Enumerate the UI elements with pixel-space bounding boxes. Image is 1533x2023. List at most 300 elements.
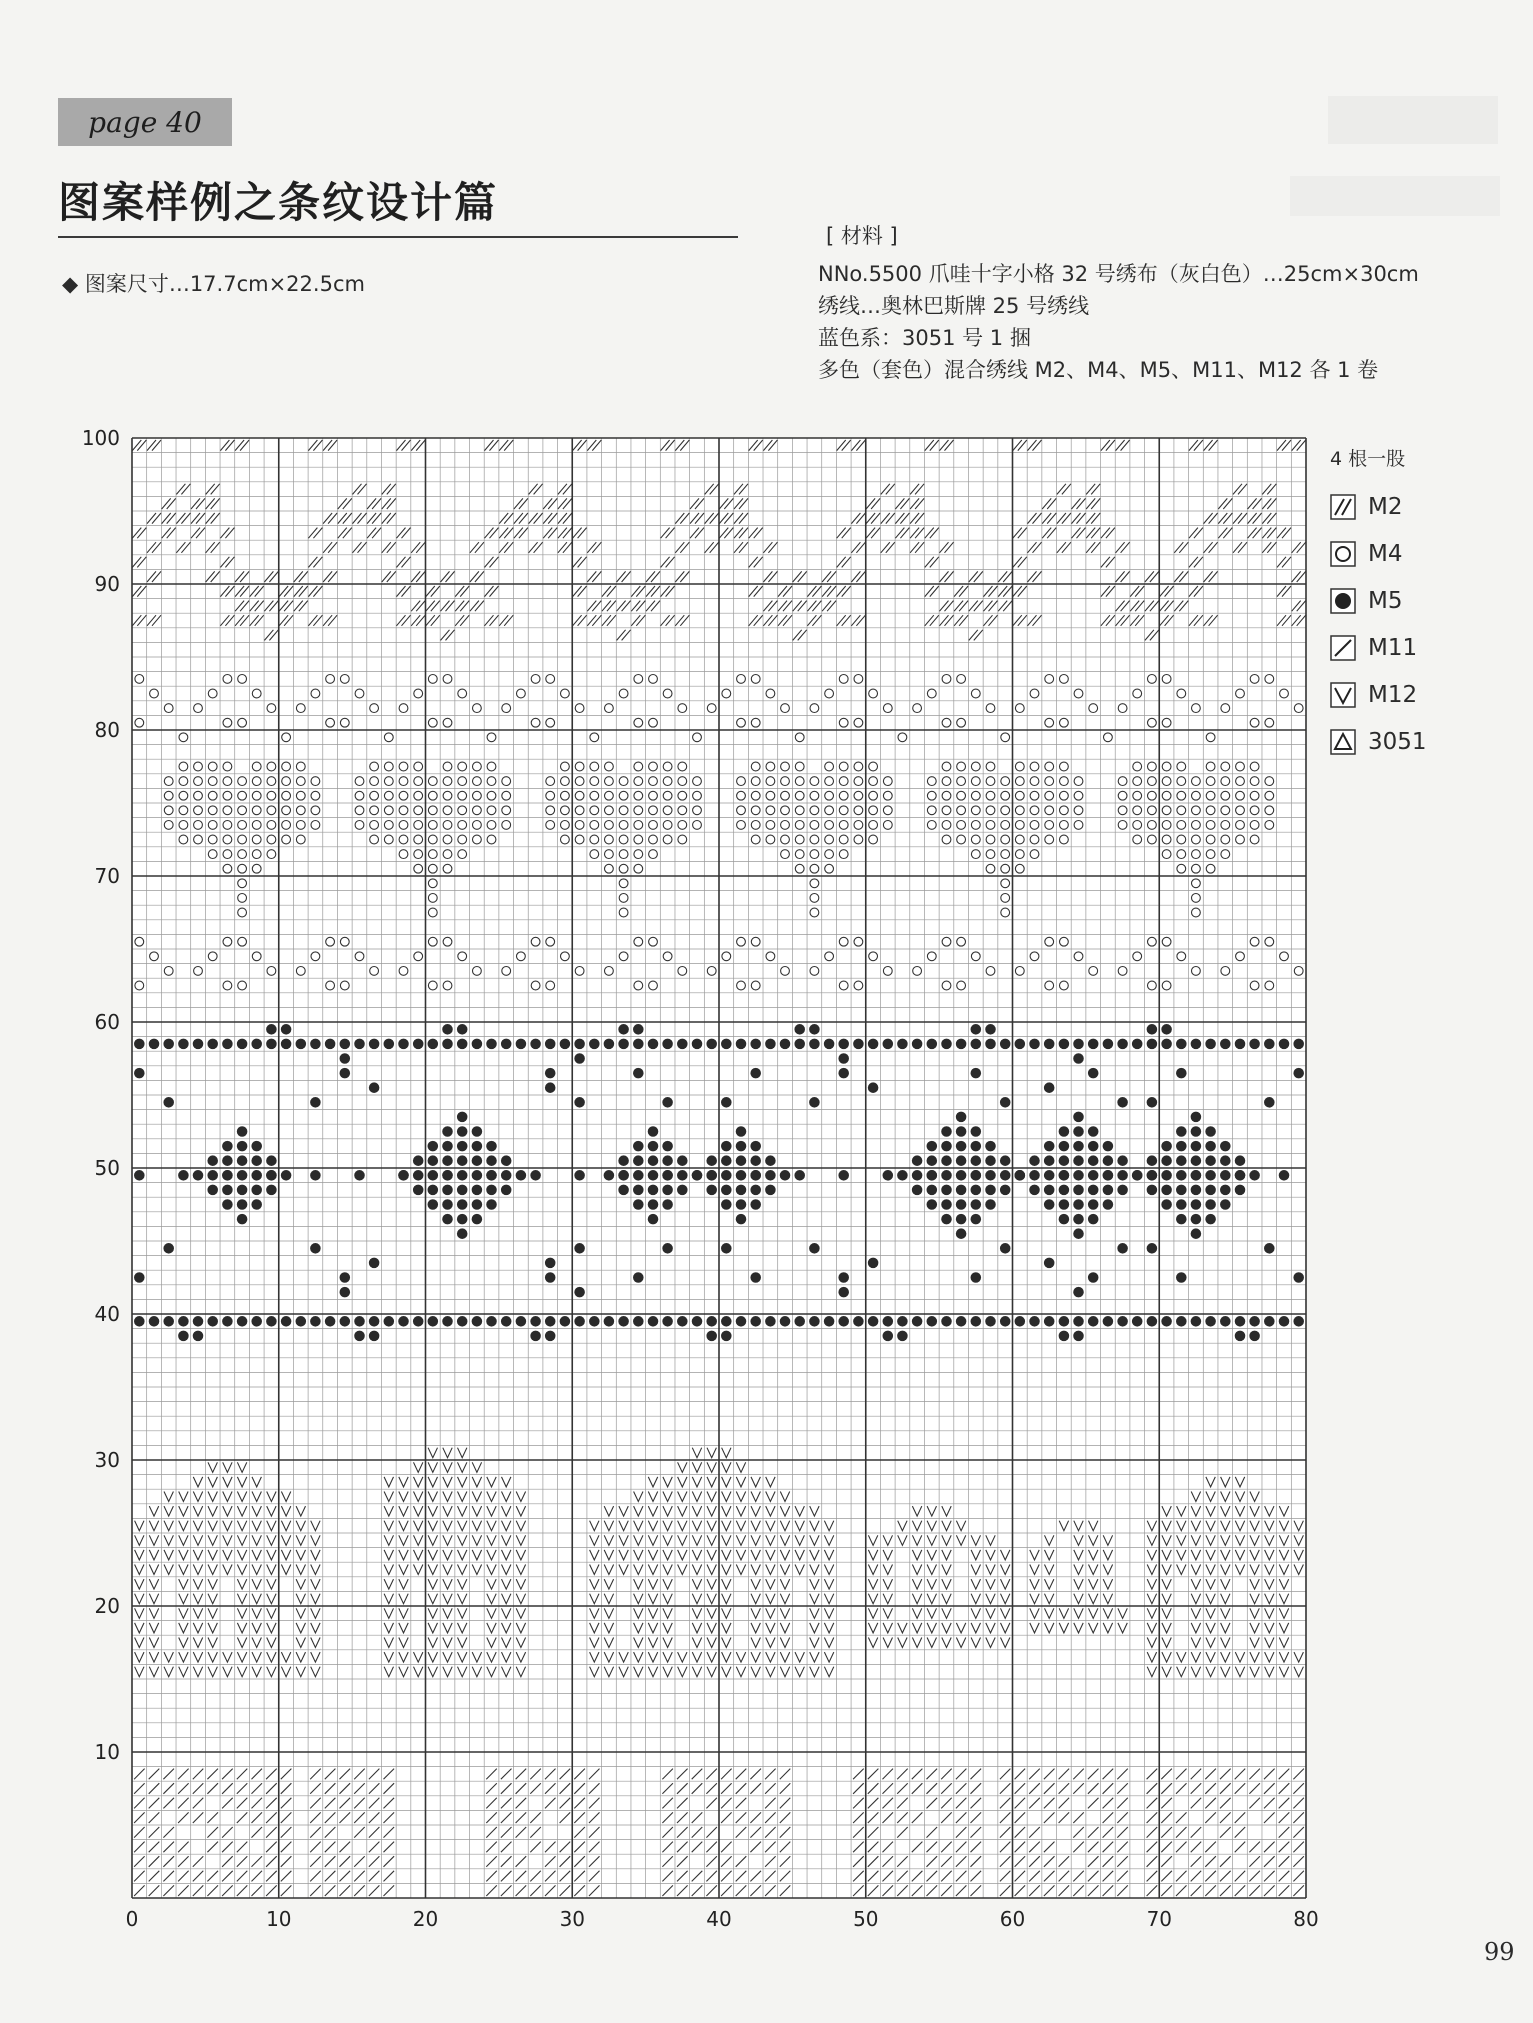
stitch-m5 <box>883 1039 894 1050</box>
chart-grid <box>132 438 1306 1898</box>
stitch-m5 <box>237 1214 248 1225</box>
stitch-m5 <box>574 1097 585 1108</box>
page-tag: page 40 <box>58 98 232 146</box>
stitch-m5 <box>1191 1039 1202 1050</box>
stitch-m5 <box>662 1185 673 1196</box>
stitch-m5 <box>530 1331 541 1342</box>
stitch-m5 <box>765 1039 776 1050</box>
stitch-m5 <box>1015 1170 1026 1181</box>
stitch-m5 <box>178 1316 189 1327</box>
stitch-m5 <box>1176 1039 1187 1050</box>
stitch-m5 <box>545 1258 556 1269</box>
stitch-m5 <box>838 1170 849 1181</box>
stitch-m5 <box>207 1316 218 1327</box>
stitch-m5 <box>545 1316 556 1327</box>
stitch-m5 <box>1073 1185 1084 1196</box>
stitch-m5 <box>442 1170 453 1181</box>
stitch-m5 <box>251 1039 262 1050</box>
materials-line: 蓝色系：3051 号 1 捆 <box>818 326 1031 350</box>
stitch-m5 <box>1147 1024 1158 1035</box>
stitch-m5 <box>501 1039 512 1050</box>
stitch-m5 <box>721 1199 732 1210</box>
stitch-m5 <box>912 1039 923 1050</box>
stitch-m5 <box>1132 1316 1143 1327</box>
stitch-m5 <box>207 1170 218 1181</box>
stitch-m5 <box>251 1141 262 1152</box>
stitch-m5 <box>1147 1243 1158 1254</box>
stitch-m5 <box>1279 1039 1290 1050</box>
legend-label: M4 <box>1368 540 1403 567</box>
stitch-m5 <box>134 1170 145 1181</box>
stitch-m5 <box>1044 1141 1055 1152</box>
stitch-m5 <box>1220 1316 1231 1327</box>
stitch-m5 <box>457 1126 468 1137</box>
stitch-m5 <box>1191 1141 1202 1152</box>
stitch-m5 <box>237 1039 248 1050</box>
stitch-m5 <box>413 1155 424 1166</box>
stitch-m5 <box>927 1039 938 1050</box>
stitch-m5 <box>985 1199 996 1210</box>
stitch-m5 <box>956 1141 967 1152</box>
stitch-m5 <box>369 1258 380 1269</box>
stitch-m5 <box>1044 1316 1055 1327</box>
stitch-m5 <box>310 1097 321 1108</box>
stitch-m5 <box>472 1316 483 1327</box>
stitch-m5 <box>927 1199 938 1210</box>
stitch-m5 <box>1029 1155 1040 1166</box>
stitch-m5 <box>545 1068 556 1079</box>
stitch-m5 <box>648 1039 659 1050</box>
stitch-m5 <box>662 1316 673 1327</box>
stitch-m5 <box>1264 1243 1275 1254</box>
stitch-m5 <box>1073 1126 1084 1137</box>
stitch-m5 <box>1059 1039 1070 1050</box>
stitch-m5 <box>134 1068 145 1079</box>
stitch-m5 <box>941 1155 952 1166</box>
stitch-m5 <box>985 1316 996 1327</box>
stitch-m5 <box>780 1316 791 1327</box>
stitch-m5 <box>413 1316 424 1327</box>
stitch-m5 <box>369 1082 380 1093</box>
stitch-m5 <box>1073 1170 1084 1181</box>
stitch-m5 <box>1176 1126 1187 1137</box>
stitch-m5 <box>765 1185 776 1196</box>
stitch-m5 <box>618 1170 629 1181</box>
stitch-m5 <box>354 1039 365 1050</box>
stitch-m5 <box>472 1170 483 1181</box>
stitch-m5 <box>971 1316 982 1327</box>
stitch-m5 <box>354 1331 365 1342</box>
stitch-m5 <box>1059 1141 1070 1152</box>
stitch-m5 <box>1059 1126 1070 1137</box>
stitch-m5 <box>193 1039 204 1050</box>
stitch-m5 <box>1073 1112 1084 1123</box>
stitch-m5 <box>369 1331 380 1342</box>
stitch-m5 <box>516 1316 527 1327</box>
stitch-m5 <box>193 1331 204 1342</box>
y-tick-label: 20 <box>94 1594 120 1618</box>
stitch-m5 <box>369 1039 380 1050</box>
stitch-m5 <box>1132 1170 1143 1181</box>
stitch-m5 <box>251 1199 262 1210</box>
legend-label: 3051 <box>1368 728 1427 755</box>
stitch-m5 <box>941 1316 952 1327</box>
stitch-m5 <box>1117 1316 1128 1327</box>
stitch-m5 <box>1205 1199 1216 1210</box>
stitch-m5 <box>413 1039 424 1050</box>
stitch-m5 <box>677 1170 688 1181</box>
stitch-m5 <box>545 1082 556 1093</box>
stitch-m5 <box>868 1039 879 1050</box>
stitch-m5 <box>838 1039 849 1050</box>
stitch-m5 <box>486 1199 497 1210</box>
stitch-m5 <box>1161 1155 1172 1166</box>
stitch-m5 <box>1161 1316 1172 1327</box>
stitch-m5 <box>750 1039 761 1050</box>
stitch-m5 <box>1088 1199 1099 1210</box>
stitch-m5 <box>633 1199 644 1210</box>
stitch-m5 <box>706 1185 717 1196</box>
stitch-m5 <box>486 1039 497 1050</box>
stitch-m5 <box>941 1126 952 1137</box>
stitch-m5 <box>1191 1316 1202 1327</box>
stitch-m5 <box>941 1170 952 1181</box>
stitch-m5 <box>530 1039 541 1050</box>
stitch-m5 <box>736 1214 747 1225</box>
stitch-m5 <box>736 1316 747 1327</box>
stitch-m5 <box>618 1024 629 1035</box>
symbol-legend <box>1330 444 1427 765</box>
y-tick-label: 90 <box>94 572 120 596</box>
stitch-m5 <box>1147 1316 1158 1327</box>
stitch-m5 <box>1073 1228 1084 1239</box>
stitch-m5 <box>971 1170 982 1181</box>
stitch-m5 <box>207 1039 218 1050</box>
stitch-m5 <box>1132 1039 1143 1050</box>
stitch-m5 <box>721 1316 732 1327</box>
stitch-m5 <box>1279 1316 1290 1327</box>
legend-label: M2 <box>1368 493 1403 520</box>
stitch-m5 <box>897 1316 908 1327</box>
stitch-m5 <box>251 1155 262 1166</box>
stitch-m5 <box>721 1185 732 1196</box>
stitch-m5 <box>442 1024 453 1035</box>
stitch-m5 <box>589 1039 600 1050</box>
stitch-m5 <box>956 1316 967 1327</box>
stitch-m5 <box>912 1185 923 1196</box>
stitch-m5 <box>1088 1039 1099 1050</box>
stitch-m5 <box>1103 1316 1114 1327</box>
stitch-m5 <box>163 1097 174 1108</box>
stitch-m5 <box>750 1170 761 1181</box>
stitch-m5 <box>1161 1199 1172 1210</box>
stitch-m5 <box>237 1126 248 1137</box>
stitch-m5 <box>721 1097 732 1108</box>
stitch-m5 <box>971 1068 982 1079</box>
stitch-m5 <box>442 1126 453 1137</box>
filled-dot-icon <box>1330 588 1356 614</box>
stitch-m5 <box>912 1170 923 1181</box>
stitch-m5 <box>1088 1126 1099 1137</box>
stitch-m5 <box>750 1316 761 1327</box>
stitch-m5 <box>956 1228 967 1239</box>
v-mark-icon <box>1330 682 1356 708</box>
stitch-m5 <box>883 1316 894 1327</box>
stitch-m5 <box>1059 1331 1070 1342</box>
stitch-m5 <box>1161 1039 1172 1050</box>
stitch-m5 <box>1176 1316 1187 1327</box>
stitch-m5 <box>589 1316 600 1327</box>
stitch-m5 <box>163 1316 174 1327</box>
stitch-m5 <box>1161 1024 1172 1035</box>
stitch-m5 <box>398 1039 409 1050</box>
x-tick-label: 0 <box>125 1907 139 1931</box>
stitch-m5 <box>251 1185 262 1196</box>
stitch-m5 <box>193 1170 204 1181</box>
legend-heading: 4 根一股 <box>1330 448 1406 470</box>
stitch-m5 <box>340 1039 351 1050</box>
stitch-m5 <box>648 1141 659 1152</box>
stitch-m5 <box>516 1039 527 1050</box>
stitch-m5 <box>325 1039 336 1050</box>
double-slash-icon <box>1330 494 1356 520</box>
stitch-m5 <box>1191 1185 1202 1196</box>
stitch-m5 <box>794 1316 805 1327</box>
stitch-m5 <box>442 1141 453 1152</box>
stitch-m5 <box>736 1199 747 1210</box>
y-tick-label: 70 <box>94 864 120 888</box>
stitch-m5 <box>457 1155 468 1166</box>
stitch-m5 <box>1176 1170 1187 1181</box>
stitch-m5 <box>604 1170 615 1181</box>
stitch-m5 <box>266 1155 277 1166</box>
stitch-m5 <box>442 1316 453 1327</box>
stitch-m5 <box>1073 1331 1084 1342</box>
stitch-m5 <box>1161 1170 1172 1181</box>
y-tick-label: 30 <box>94 1448 120 1472</box>
stitch-m5 <box>340 1272 351 1283</box>
stitch-m5 <box>897 1039 908 1050</box>
x-tick-label: 80 <box>1293 1907 1319 1931</box>
stitch-m5 <box>457 1185 468 1196</box>
legend-item-m5 <box>1330 577 1427 624</box>
stitch-m5 <box>516 1170 527 1181</box>
stitch-m5 <box>956 1039 967 1050</box>
stitch-m5 <box>281 1170 292 1181</box>
stitch-m5 <box>266 1170 277 1181</box>
stitch-m5 <box>134 1316 145 1327</box>
stitch-m5 <box>897 1331 908 1342</box>
stitch-m5 <box>1044 1258 1055 1269</box>
stitch-m5 <box>442 1039 453 1050</box>
stitch-m5 <box>1073 1053 1084 1064</box>
stitch-m5 <box>1147 1097 1158 1108</box>
stitch-m5 <box>706 1155 717 1166</box>
stitch-m5 <box>853 1039 864 1050</box>
stitch-m5 <box>207 1155 218 1166</box>
y-tick-label: 40 <box>94 1302 120 1326</box>
stitch-m5 <box>178 1170 189 1181</box>
stitch-m5 <box>985 1170 996 1181</box>
stitch-m5 <box>662 1141 673 1152</box>
stitch-m5 <box>428 1141 439 1152</box>
stitch-m5 <box>883 1170 894 1181</box>
stitch-m5 <box>428 1185 439 1196</box>
stitch-m5 <box>662 1199 673 1210</box>
stitch-m5 <box>971 1155 982 1166</box>
stitch-m5 <box>251 1316 262 1327</box>
stitch-m5 <box>721 1170 732 1181</box>
stitch-m5 <box>1000 1170 1011 1181</box>
stitch-m5 <box>354 1316 365 1327</box>
stitch-m5 <box>1235 1185 1246 1196</box>
stitch-m5 <box>1205 1039 1216 1050</box>
stitch-m5 <box>1044 1039 1055 1050</box>
stitch-m5 <box>677 1185 688 1196</box>
stitch-m5 <box>251 1170 262 1181</box>
stitch-m5 <box>706 1039 717 1050</box>
stitch-m5 <box>1235 1039 1246 1050</box>
stitch-m5 <box>868 1258 879 1269</box>
stitch-m5 <box>736 1170 747 1181</box>
stitch-m5 <box>149 1316 160 1327</box>
stitch-m5 <box>692 1316 703 1327</box>
stitch-m5 <box>750 1155 761 1166</box>
stitch-m5 <box>237 1199 248 1210</box>
stitch-m5 <box>545 1331 556 1342</box>
stitch-m5 <box>941 1141 952 1152</box>
stitch-m5 <box>956 1199 967 1210</box>
x-tick-label: 20 <box>412 1907 439 1931</box>
stitch-m5 <box>1103 1170 1114 1181</box>
stitch-m5 <box>618 1155 629 1166</box>
stitch-m5 <box>750 1199 761 1210</box>
legend-label: M12 <box>1368 681 1418 708</box>
stitch-m5 <box>545 1272 556 1283</box>
stitch-m5 <box>956 1170 967 1181</box>
stitch-m5 <box>1264 1097 1275 1108</box>
stitch-m5 <box>1073 1155 1084 1166</box>
stitch-m5 <box>530 1316 541 1327</box>
stitch-m5 <box>1220 1199 1231 1210</box>
stitch-m5 <box>838 1053 849 1064</box>
stitch-m5 <box>1015 1039 1026 1050</box>
stitch-m5 <box>222 1199 233 1210</box>
stitch-m5 <box>838 1287 849 1298</box>
stitch-m5 <box>222 1185 233 1196</box>
stitch-m5 <box>985 1141 996 1152</box>
stitch-m5 <box>1088 1068 1099 1079</box>
stitch-m5 <box>985 1185 996 1196</box>
stitch-m5 <box>442 1155 453 1166</box>
stitch-m5 <box>1088 1214 1099 1225</box>
page-number: 99 <box>1484 1938 1515 1966</box>
stitch-m5 <box>325 1316 336 1327</box>
stitch-m5 <box>618 1185 629 1196</box>
stitch-m5 <box>486 1141 497 1152</box>
materials-heading: [ 材料 ] <box>826 224 898 248</box>
legend-label: M5 <box>1368 587 1403 614</box>
stitch-m5 <box>486 1155 497 1166</box>
stitch-m5 <box>662 1097 673 1108</box>
stitch-m5 <box>721 1141 732 1152</box>
stitch-m5 <box>633 1272 644 1283</box>
stitch-m5 <box>1293 1316 1304 1327</box>
stitch-m5 <box>1161 1141 1172 1152</box>
stitch-m5 <box>1000 1243 1011 1254</box>
stitch-m5 <box>1088 1141 1099 1152</box>
stitch-m5 <box>472 1141 483 1152</box>
stitch-m5 <box>428 1316 439 1327</box>
stitch-m5 <box>1000 1039 1011 1050</box>
stitch-m5 <box>1205 1155 1216 1166</box>
stitch-m5 <box>633 1185 644 1196</box>
stitch-m5 <box>1117 1185 1128 1196</box>
stitch-m5 <box>1044 1155 1055 1166</box>
stitch-m5 <box>1073 1199 1084 1210</box>
stitch-m5 <box>706 1170 717 1181</box>
stitch-m5 <box>237 1155 248 1166</box>
y-tick-label: 80 <box>94 718 120 742</box>
stitch-m5 <box>750 1141 761 1152</box>
stitch-m5 <box>237 1170 248 1181</box>
stitch-m5 <box>457 1214 468 1225</box>
stitch-m5 <box>266 1316 277 1327</box>
stitch-m5 <box>501 1155 512 1166</box>
stitch-m5 <box>457 1024 468 1035</box>
stitch-m5 <box>809 1024 820 1035</box>
slash-icon <box>1330 635 1356 661</box>
stitch-m5 <box>574 1170 585 1181</box>
stitch-m5 <box>1191 1170 1202 1181</box>
stitch-m5 <box>1044 1082 1055 1093</box>
stitch-m5 <box>1059 1155 1070 1166</box>
stitch-m5 <box>648 1316 659 1327</box>
stitch-m5 <box>648 1199 659 1210</box>
stitch-m5 <box>648 1126 659 1137</box>
stitch-m5 <box>1235 1170 1246 1181</box>
stitch-m5 <box>237 1185 248 1196</box>
stitch-m5 <box>1029 1316 1040 1327</box>
stitch-m5 <box>633 1141 644 1152</box>
x-tick-label: 50 <box>853 1907 879 1931</box>
stitch-m5 <box>384 1039 395 1050</box>
stitch-m5 <box>457 1039 468 1050</box>
stitch-m5 <box>971 1126 982 1137</box>
stitch-m5 <box>1000 1185 1011 1196</box>
stitch-m5 <box>956 1214 967 1225</box>
stitch-m5 <box>310 1170 321 1181</box>
stitch-m5 <box>1044 1170 1055 1181</box>
stitch-m5 <box>222 1316 233 1327</box>
stitch-m5 <box>237 1141 248 1152</box>
stitch-m5 <box>971 1199 982 1210</box>
stitch-m5 <box>501 1185 512 1196</box>
x-tick-label: 40 <box>706 1907 732 1931</box>
circle-icon <box>1330 541 1356 567</box>
stitch-m5 <box>912 1316 923 1327</box>
materials-line: 多色（套色）混合绣线 M2、M4、M5、M11、M12 各 1 卷 <box>818 358 1379 382</box>
stitch-m5 <box>472 1214 483 1225</box>
stitch-m5 <box>941 1039 952 1050</box>
stitch-m5 <box>310 1039 321 1050</box>
stitch-m5 <box>1029 1039 1040 1050</box>
stitch-m5 <box>1044 1199 1055 1210</box>
stitch-m5 <box>1029 1185 1040 1196</box>
stitch-m5 <box>838 1068 849 1079</box>
stitch-m5 <box>134 1272 145 1283</box>
stitch-m5 <box>281 1316 292 1327</box>
